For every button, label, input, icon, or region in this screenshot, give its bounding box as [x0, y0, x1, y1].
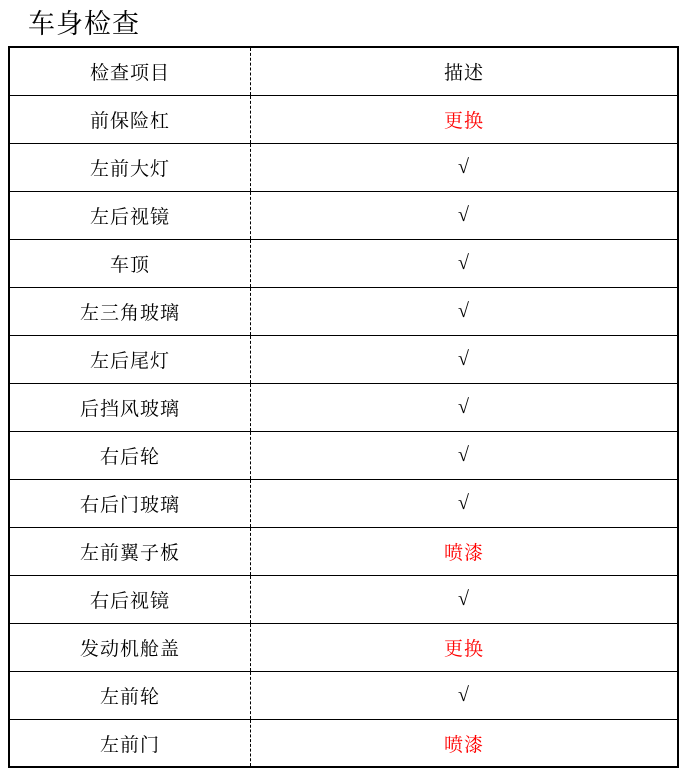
status-check-icon: √: [458, 491, 470, 514]
table-row: [9, 95, 678, 143]
table-row: [9, 143, 678, 191]
status-badge-alert: 喷漆: [443, 734, 484, 756]
status-check-icon: √: [458, 683, 470, 706]
table-row: [9, 431, 678, 479]
cell-inspection-item: 后挡风玻璃: [9, 383, 251, 431]
cell-inspection-item: 左前门: [9, 719, 251, 767]
cell-inspection-item: 右后轮: [9, 431, 251, 479]
cell-inspection-item: 右后门玻璃: [9, 479, 251, 527]
cell-inspection-description: [251, 383, 679, 431]
table-row: [9, 527, 678, 575]
cell-inspection-description: [251, 719, 679, 767]
cell-inspection-description: [251, 431, 679, 479]
table-row: [9, 287, 678, 335]
table-row: [9, 575, 678, 623]
cell-inspection-item: 发动机舱盖: [9, 623, 251, 671]
cell-inspection-item: 车顶: [9, 239, 251, 287]
table-row: [9, 623, 678, 671]
table-body: [9, 47, 678, 767]
status-check-icon: √: [458, 299, 470, 322]
table-header-row: [9, 47, 678, 95]
status-badge-alert: 喷漆: [443, 542, 484, 564]
table-row: [9, 479, 678, 527]
cell-inspection-description: [251, 239, 679, 287]
status-check-icon: √: [458, 203, 470, 226]
table-row: [9, 335, 678, 383]
status-check-icon: √: [458, 443, 470, 466]
cell-inspection-item: 左后视镜: [9, 191, 251, 239]
status-check-icon: √: [458, 251, 470, 274]
cell-inspection-item: 左前轮: [9, 671, 251, 719]
cell-inspection-description: [251, 335, 679, 383]
cell-inspection-description: [251, 287, 679, 335]
cell-inspection-item: 前保险杠: [9, 95, 251, 143]
cell-inspection-description: [251, 95, 679, 143]
body-inspection-table: [8, 46, 679, 768]
cell-inspection-description: [251, 191, 679, 239]
cell-inspection-description: [251, 527, 679, 575]
cell-inspection-description: [251, 671, 679, 719]
table-row: [9, 383, 678, 431]
cell-inspection-description: [251, 143, 679, 191]
cell-inspection-description: [251, 575, 679, 623]
table-row: [9, 671, 678, 719]
status-check-icon: √: [458, 587, 470, 610]
cell-inspection-description: [251, 479, 679, 527]
cell-inspection-item: 左后尾灯: [9, 335, 251, 383]
cell-inspection-item: 右后视镜: [9, 575, 251, 623]
cell-inspection-item: 左三角玻璃: [9, 287, 251, 335]
column-header-item: 检查项目: [9, 47, 251, 95]
cell-inspection-item: 左前翼子板: [9, 527, 251, 575]
status-check-icon: √: [458, 395, 470, 418]
status-badge-alert: 更换: [443, 638, 484, 660]
cell-inspection-item: 左前大灯: [9, 143, 251, 191]
table-row: [9, 191, 678, 239]
table-container: [0, 46, 680, 768]
table-row: [9, 239, 678, 287]
cell-inspection-description: [251, 623, 679, 671]
column-header-description: 描述: [251, 47, 679, 95]
table-row: [9, 719, 678, 767]
status-badge-alert: 更换: [443, 110, 484, 132]
page-title: 车身检查: [28, 9, 140, 39]
status-check-icon: √: [458, 155, 470, 178]
status-check-icon: √: [458, 347, 470, 370]
